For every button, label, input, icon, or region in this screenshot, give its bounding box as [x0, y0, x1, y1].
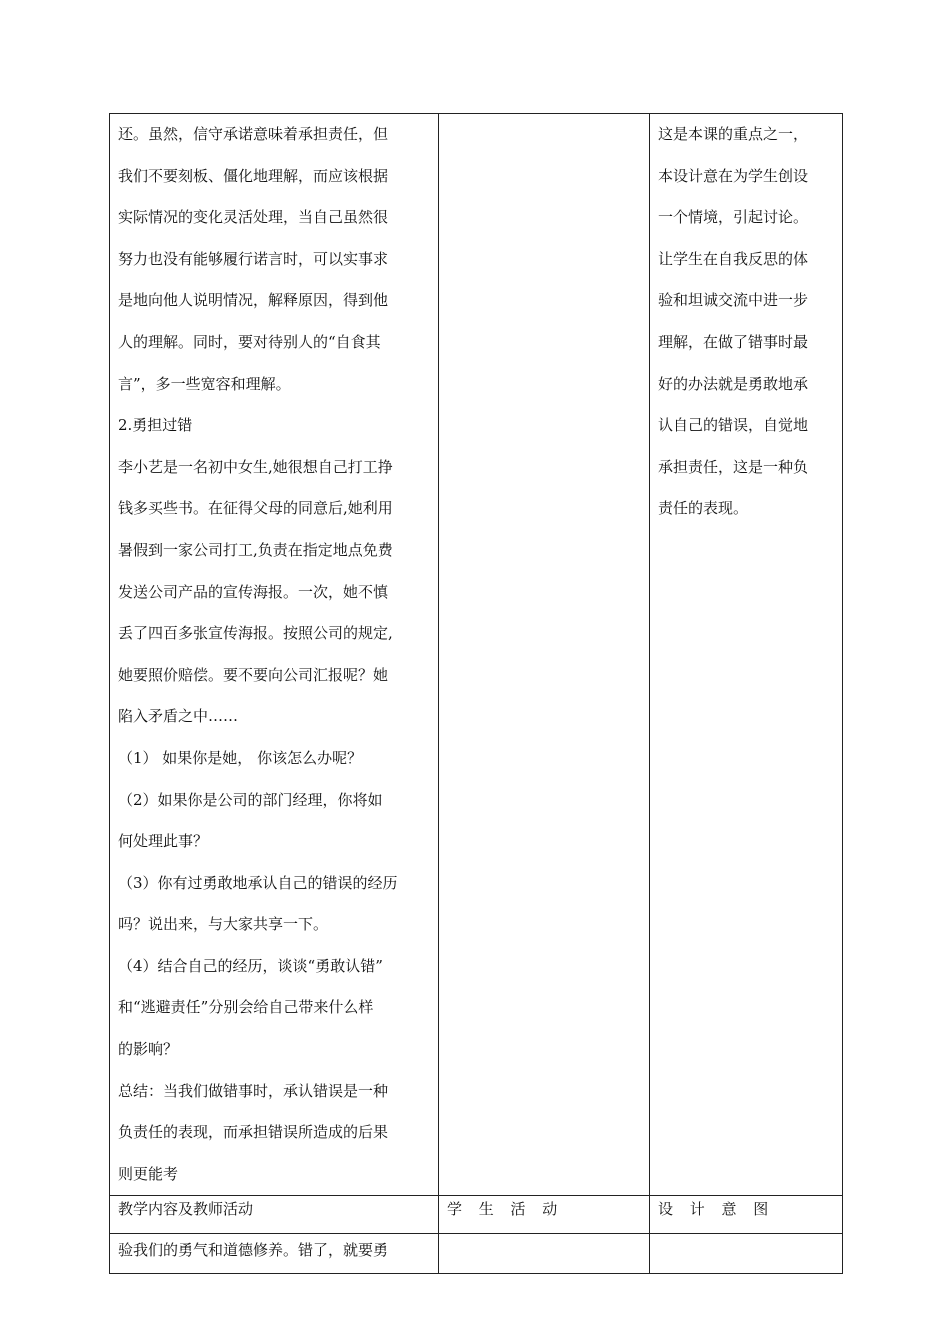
continuation-line: 验我们的勇气和道德修养。错了，就要勇 — [118, 1241, 389, 1260]
content-line: 李小艺是一名初中女生,她很想自己打工挣 — [118, 457, 393, 476]
design-intent-cell — [650, 114, 843, 1196]
continuation-cell — [110, 1234, 439, 1274]
content-line: 暑假到一家公司打工,负责在指定地点免费 — [118, 540, 393, 559]
question-4-cont: 的影响？ — [118, 1040, 179, 1059]
header-design-intent — [650, 1196, 843, 1234]
student-activity-cell — [439, 114, 650, 1196]
question-3-cont: 吗？说出来，与大家共享一下。 — [118, 915, 329, 934]
question-1: （1） 如果你是她， 你该怎么办呢？ — [118, 748, 363, 767]
design-line: 本设计意在为学生创设 — [658, 166, 809, 185]
empty-cell — [650, 1234, 843, 1274]
empty-cell — [439, 1234, 650, 1274]
content-line: 言”，多一些宽容和理解。 — [118, 374, 291, 393]
question-4: （4）结合自己的经历，谈谈“勇敢认错” — [118, 956, 383, 975]
content-line: 实际情况的变化灵活处理，当自己虽然很 — [118, 208, 389, 227]
header-label: 教学内容及教师活动 — [118, 1200, 254, 1219]
summary-line: 负责任的表现，而承担错误所造成的后果 — [118, 1123, 389, 1142]
summary-line: 则更能考 — [118, 1164, 179, 1183]
content-row — [110, 114, 843, 1196]
content-line: 是地向他人说明情况，解释原因，得到他 — [118, 291, 389, 310]
content-line: 她要照价赔偿。要不要向公司汇报呢？她 — [118, 665, 389, 684]
content-line: 钱多买些书。在征得父母的同意后,她利用 — [118, 499, 393, 518]
content-line: 还。虽然，信守承诺意味着承担责任，但 — [118, 125, 389, 143]
design-line: 承担责任，这是一种负 — [658, 457, 809, 476]
content-line: 我们不要刻板、僵化地理解，而应该根据 — [118, 166, 389, 185]
design-line: 好的办法就是勇敢地承 — [658, 374, 809, 393]
design-line: 让学生在自我反思的体 — [658, 249, 809, 268]
design-line: 这是本课的重点之一， — [658, 125, 809, 143]
header-teacher-content — [110, 1196, 439, 1234]
section-heading: 2.勇担过错 — [118, 416, 193, 435]
teacher-content-cell — [110, 114, 439, 1196]
design-line: 理解，在做了错事时最 — [658, 332, 809, 351]
content-line: 陷入矛盾之中…… — [118, 707, 239, 726]
design-line: 责任的表现。 — [658, 499, 749, 518]
lesson-plan-table — [109, 113, 843, 1274]
summary-line: 总结：当我们做错事时，承认错误是一种 — [118, 1081, 389, 1100]
continuation-row — [110, 1234, 843, 1274]
design-line: 认自己的错误，自觉地 — [658, 416, 809, 435]
header-label: 设 计 意 图 — [658, 1200, 775, 1219]
content-line: 发送公司产品的宣传海报。一次，她不慎 — [118, 582, 389, 601]
content-line: 丢了四百多张宣传海报。按照公司的规定, — [118, 624, 393, 643]
content-line: 人的理解。同时，要对待别人的“自食其 — [118, 332, 381, 351]
question-3: （3）你有过勇敢地承认自己的错误的经历 — [118, 873, 398, 892]
header-label: 学 生 活 动 — [447, 1200, 564, 1219]
header-row — [110, 1196, 843, 1234]
question-2: （2）如果你是公司的部门经理，你将如 — [118, 790, 383, 809]
question-2-cont: 何处理此事？ — [118, 832, 209, 851]
design-line: 验和坦诚交流中进一步 — [658, 291, 809, 310]
header-student-activity — [439, 1196, 650, 1234]
content-line: 努力也没有能够履行诺言时，可以实事求 — [118, 249, 389, 268]
question-4-cont: 和“逃避责任”分别会给自己带来什么样 — [118, 998, 374, 1017]
design-line: 一个情境，引起讨论。 — [658, 208, 809, 227]
